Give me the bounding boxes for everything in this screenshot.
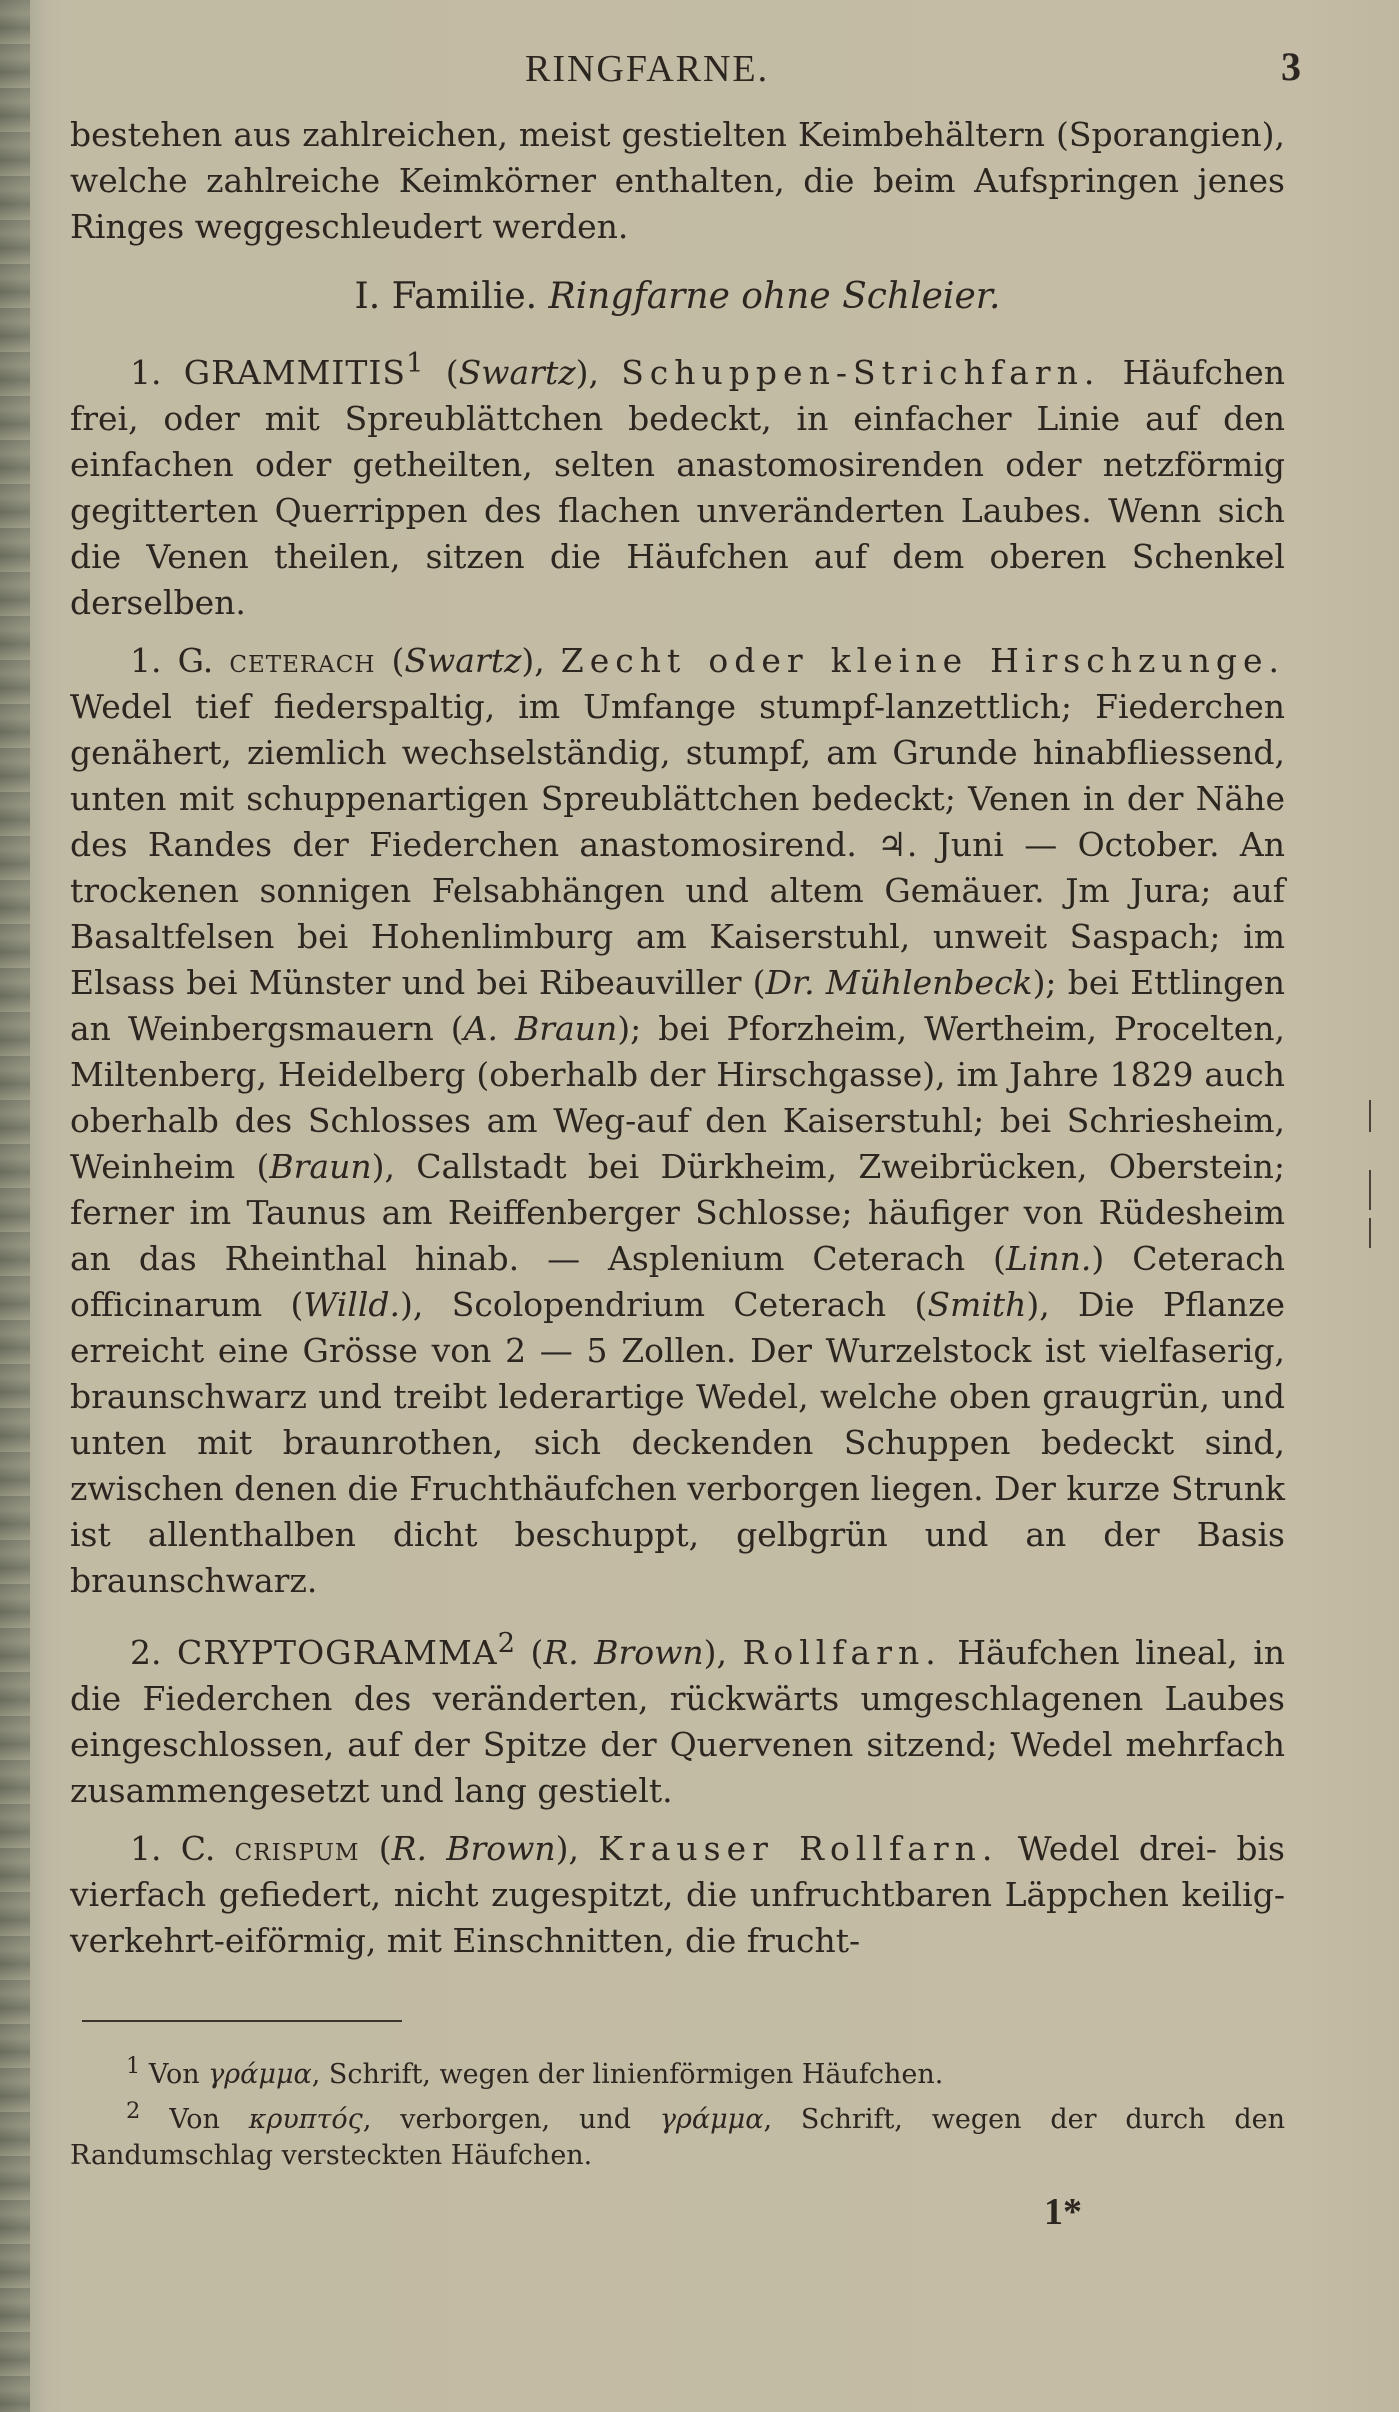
species-epithet: ceterach (229, 641, 376, 680)
genus-number: 1. (130, 353, 162, 392)
greek-word: γράμμα (659, 2104, 764, 2135)
footnote-ref: 1 (406, 347, 424, 379)
species-epithet: crispum (234, 1829, 360, 1868)
genus-common-name: Rollfarn. (742, 1633, 942, 1672)
text-column (70, 42, 1301, 2174)
species-text: Wedel drei- bis vierfach gefiedert, nicht zugespitzt, die unfruchtbaren Läppchen keilig-verkehrt-eiförmig, mit Einschnitten, die frucht- (70, 1829, 1285, 1960)
species-author: Swartz (404, 641, 522, 680)
authority-name: Linn. (1005, 1239, 1092, 1278)
footnote-mark: 1 (126, 2053, 141, 2079)
species-text: ), Callstadt bei Dürkheim, Zweibrücken, Oberstein; ferner im Taunus am Reiffenberger Schlosse; häufiger von Rüdesheim an das Rheinthal hinab. — Asplenium Ceterach ( (70, 1147, 1286, 1278)
footnote-text: , Schrift, wegen der linienförmigen Häufchen. (311, 2059, 944, 2090)
genus-description: Häufchen lineal, in die Fiederchen des veränderten, rückwärts umgeschlagenen Laubes eingeschlossen, auf der Spitze der Quervenen sitzend; Wedel mehrfach zusammengesetzt und lang gestielt. (70, 1633, 1285, 1810)
species-text: ) Ceterach officinarum ( (70, 1239, 1286, 1324)
genus-entry: 2. CRYPTOGRAMMA$^2$ (R. Brown), Rollfarn. Häufchen lineal, in die Fiederchen des veränderten, rückwärts umgeschlagenen Laubes eingeschlossen, auf der Spitze der Quervenen sitzend; Wedel mehrfach zusammengesetzt und lang gestielt. (70, 1627, 1285, 1810)
family-name: Ringfarne ohne Schleier. (548, 276, 1001, 317)
species-author: R. Brown (391, 1829, 556, 1868)
footnote-ref: 2 (497, 1627, 516, 1659)
greek-word: γράμμα (208, 2059, 312, 2090)
footnote-text: , Schrift, wegen der durch den Randumschlag versteckten Häufchen. (70, 2104, 1286, 2171)
genus-entry: 1. GRAMMITIS$^1$ (Swartz), Schuppen-Strichfarn. Häufchen frei, oder mit Spreublättchen bedeckt, in einfacher Linie auf den einfachen oder getheilten, selten anastomosirenden oder netzförmig gegitterten Querrippen des flachen unveränderten Laubes. Wenn sich die Venen theilen, sitzen die Häufchen auf dem oberen Schenkel derselben. (70, 347, 1286, 622)
margin-pencil-mark (1369, 1100, 1371, 1132)
binding-edge (0, 0, 30, 2412)
genus-description: Häufchen frei, oder mit Spreublättchen bedeckt, in einfacher Linie auf den einfachen oder getheilten, selten anastomosirenden oder netzförmig gegitterten Querrippen des flachen unveränderten Laubes. Wenn sich die Venen theilen, sitzen die Häufchen auf dem oberen Schenkel derselben. (70, 353, 1286, 622)
species-genus-abbr: G. (177, 641, 214, 680)
page-number: 3 (1281, 44, 1301, 89)
genus-number: 2. (130, 1633, 162, 1672)
collector-name: A. Braun (463, 1009, 618, 1048)
footnote-text: Von (169, 2104, 249, 2135)
species-text: ); bei Ettlingen an Weinbergsmauern ( (70, 963, 1286, 1048)
species-entry: 1. G. ceterach (Swartz), Zecht oder kleine Hirschzunge. Wedel tief fiederspaltig, im Umfange stumpf-lanzettlich; Fiederchen genähert, ziemlich wechselständig, stumpf, am Grunde hinabfliessend, unten mit schuppenartigen Spreublättchen bedeckt; Venen in der Nähe des Randes der Fiederchen anastomosirend. ♃. Juni — October. An trockenen sonnigen Felsabhängen und altem Gemäuer. Jm Jura; auf Basaltfelsen bei Hohenlimburg am Kaiserstuhl, unweit Saspach; im Elsass bei Münster und bei Ribeauviller (Dr. Mühlenbeck); bei Ettlingen an Weinbergsmauern (A. Braun); bei Pforzheim, Wertheim, Procelten, Miltenberg, Heidelberg (oberhalb der Hirschgasse), im Jahre 1829 auch oberhalb des Schlosses am Weg-auf den Kaiserstuhl; bei Schriesheim, Weinheim (Braun), Callstadt bei Dürkheim, Zweibrücken, Oberstein; ferner im Taunus am Reiffenberger Schlosse; häufiger von Rüdesheim an das Rheinthal hinab. — Asplenium Ceterach (Linn.) Ceterach officinarum (Willd.), Scolopendrium Ceterach (Smith), Die Pflanze erreicht eine Grösse von 2 — 5 Zollen. Der Wurzelstock ist vielfaserig, braunschwarz und treibt lederartige Wedel, welche oben graugrün, und unten mit braunrothen, sich deckenden Schuppen bedeckt sind, zwischen denen die Fruchthäufchen verborgen liegen. Der kurze Strunk ist allenthalben dicht beschuppt, gelbgrün und an der Basis braunschwarz. (70, 641, 1286, 1600)
footnote-text: , verborgen, und (362, 2104, 660, 2135)
species-number: 1. (130, 641, 162, 680)
collector-name: Braun (269, 1147, 372, 1186)
genus-author: Swartz (458, 353, 576, 392)
genus-name: CRYPTOGRAMMA (176, 1633, 498, 1672)
margin-pencil-mark (1369, 1170, 1371, 1210)
signature-mark: 1* (1044, 2191, 1082, 2233)
species-number: 1. (130, 1829, 162, 1868)
genus-author: R. Brown (543, 1633, 704, 1672)
margin-pencil-mark (1369, 1218, 1371, 1248)
greek-word: κρυπτός (248, 2104, 363, 2135)
family-heading (70, 274, 1285, 320)
footnote (70, 2093, 1285, 2174)
page-header (70, 42, 1301, 102)
genus-common-name: Schuppen-Strichfarn. (621, 353, 1101, 392)
collector-name: Dr. Mühlenbeck (765, 963, 1033, 1002)
species-text: ), Die Pflanze erreicht eine Grösse von 2 — 5 Zollen. Der Wurzelstock ist vielfaserig, braunschwarz und treibt lederartige Wedel, welche oben graugrün, und unten mit braunrothen, sich deckenden Schuppen bedeckt sind, zwischen denen die Fruchthäufchen verborgen liegen. Der kurze Strunk ist allenthalben dicht beschuppt, gelbgrün und an der Basis braunschwarz. (70, 1285, 1286, 1600)
species-text: ); bei Pforzheim, Wertheim, Procelten, Miltenberg, Heidelberg (oberhalb der Hirschgasse), im Jahre 1829 auch oberhalb des Schlosses am Weg-auf den Kaiserstuhl; bei Schriesheim, Weinheim ( (70, 1009, 1285, 1186)
species-genus-abbr: C. (180, 1829, 216, 1868)
intro-paragraph: bestehen aus zahlreichen, meist gestielten Keimbehältern (Sporangien), welche zahlreiche Keimkörner enthalten, die beim Aufspringen jenes Ringes weggeschleudert werden. (70, 115, 1285, 246)
footnote-mark: 2 (126, 2098, 141, 2124)
authority-name: Willd. (303, 1285, 401, 1324)
species-text: ), Scolopendrium Ceterach ( (400, 1285, 928, 1324)
species-entry: 1. C. crispum (R. Brown), Krauser Rollfarn. Wedel drei- bis vierfach gefiedert, nicht zugespitzt, die unfruchtbaren Läppchen keilig-verkehrt-eiförmig, mit Einschnitten, die frucht- (70, 1829, 1285, 1960)
running-title: RINGFARNE. (525, 48, 770, 90)
footnote (70, 2048, 1285, 2093)
genus-name: GRAMMITIS (183, 353, 407, 392)
species-text: Wedel tief fiederspaltig, im Umfange stumpf-lanzettlich; Fiederchen genähert, ziemlich wechselständig, stumpf, am Grunde hinabfliessend, unten mit schuppenartigen Spreublättchen bedeckt; Venen in der Nähe des Randes der Fiederchen anastomosirend. ♃. Juni — October. An trockenen sonnigen Felsabhängen und altem Gemäuer. Jm Jura; auf Basaltfelsen bei Hohenlimburg am Kaiserstuhl, unweit Saspach; im Elsass bei Münster und bei Ribeauviller ( (70, 687, 1285, 1002)
family-number: I. Familie. (354, 276, 538, 317)
footnote-text: Von (148, 2059, 209, 2090)
species-common-name: Krauser Rollfarn. (598, 1829, 999, 1868)
authority-name: Smith (927, 1285, 1027, 1324)
footnote-rule (82, 2020, 402, 2022)
species-common-name: Zecht oder kleine Hirschzunge. (560, 641, 1285, 680)
